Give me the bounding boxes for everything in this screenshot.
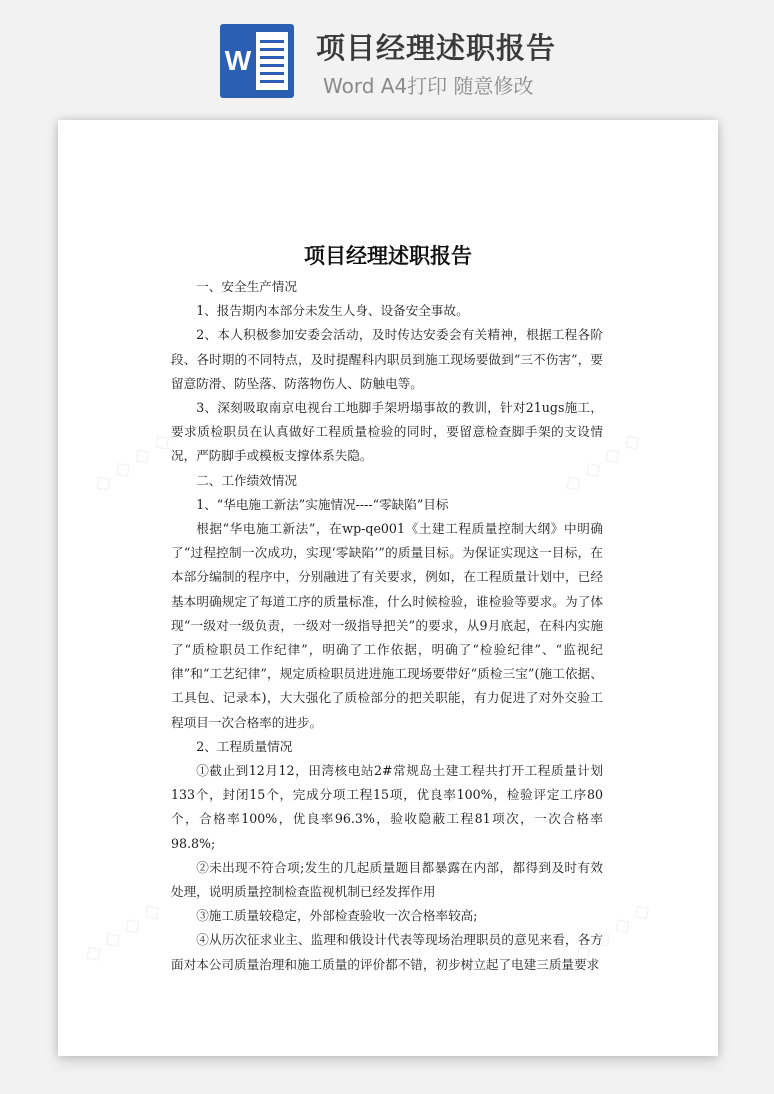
paragraph: 3、深刻吸取南京电视台工地脚手架坍塌事故的教训，针对21ugs施工，要求质检职员在认真做好工程质量检验的同时，要留意检查脚手架的支设情况，严防脚手或模板支撑体系失隐。 xyxy=(171,400,603,464)
document-body xyxy=(171,275,603,977)
paragraph: 2、本人积极参加安委会活动，及时传达安委会有关精神，根据工程各阶段、各时期的不同特点，及时提醒科内职员到施工现场要做到“三不伤害”，要留意防滑、防坠落、防落物伤人、防触电等。 xyxy=(171,327,603,391)
banner-title: 项目经理述职报告 xyxy=(316,31,557,65)
paragraph: 1、“华电施工新法”实施情况----“零缺陷”目标 xyxy=(196,496,449,512)
paragraph: 二、工作绩效情况 xyxy=(196,472,297,488)
paragraph: ②未出现不符合项;发生的几起质量题目都暴露在内部，都得到及时有效处理，说明质量控制检查监视机制已经发挥作用 xyxy=(171,859,603,900)
watermark: ◇ ◇ ◇ ◇ xyxy=(88,426,176,499)
header-banner xyxy=(0,0,774,112)
watermark: ◇ ◇ ◇ ◇ xyxy=(78,896,166,969)
document-title: 项目经理述职报告 xyxy=(304,243,472,268)
paragraph: 1、报告期内本部分未发生人身、设备安全事故。 xyxy=(196,303,469,319)
paragraph: 2、工程质量情况 xyxy=(196,738,293,754)
paragraph: ③施工质量较稳定，外部检查验收一次合格率较高; xyxy=(196,908,478,924)
word-app-icon xyxy=(220,24,294,98)
paragraph: 一、安全生产情况 xyxy=(196,279,297,294)
svg-text:W: W xyxy=(224,45,252,76)
watermark: ◇ ◇ ◇ ◇ xyxy=(568,896,656,969)
banner-subtitle: Word A4打印 随意修改 xyxy=(323,74,534,98)
paragraph: 根据“华电施工新法”，在wp-qe001《土建工程质量控制大纲》中明确了“过程控制一次成功，实现‘零缺陷’”的质量目标。为保证实现这一目标，在本部分编制的程序中，分别融进了有关要求，例如，在工程质量计划中，已经基本明确规定了每道工序的质量标准，什么时候检验，谁检验等要求。为了体现“一级对一级负责，一级对一级指导把关”的要求，从9月底起，在科内实施了“质检职员工作纪律”，明确了工作依据，明确了“检验纪律”、“监视纪律”和“工艺纪律”，规定质检职员进进施工现场要带好“质检三宝”(施工依据、工具包、记录本)，大大强化了质检部分的把关职能，有力促进了对外交验工程项目一次合格率的进步。 xyxy=(171,521,603,730)
paragraph: ④从历次征求业主、监理和俄设计代表等现场治理职员的意见来看，各方面对本公司质量治理和施工质量的评价都不错，初步树立起了电建三质量要求 xyxy=(171,932,603,972)
watermark: ◇ ◇ ◇ ◇ xyxy=(558,426,646,499)
document-page xyxy=(58,120,718,1056)
paragraph: ①截止到12月12，田湾核电站2#常规岛土建工程共打开工程质量计划133个，封闭15个，完成分项工程15项，优良率100%，检验评定工序80个，合格率100%，优良率96.3%，验收隐蔽工程81项次，一次合格率98.8%; xyxy=(171,763,603,851)
